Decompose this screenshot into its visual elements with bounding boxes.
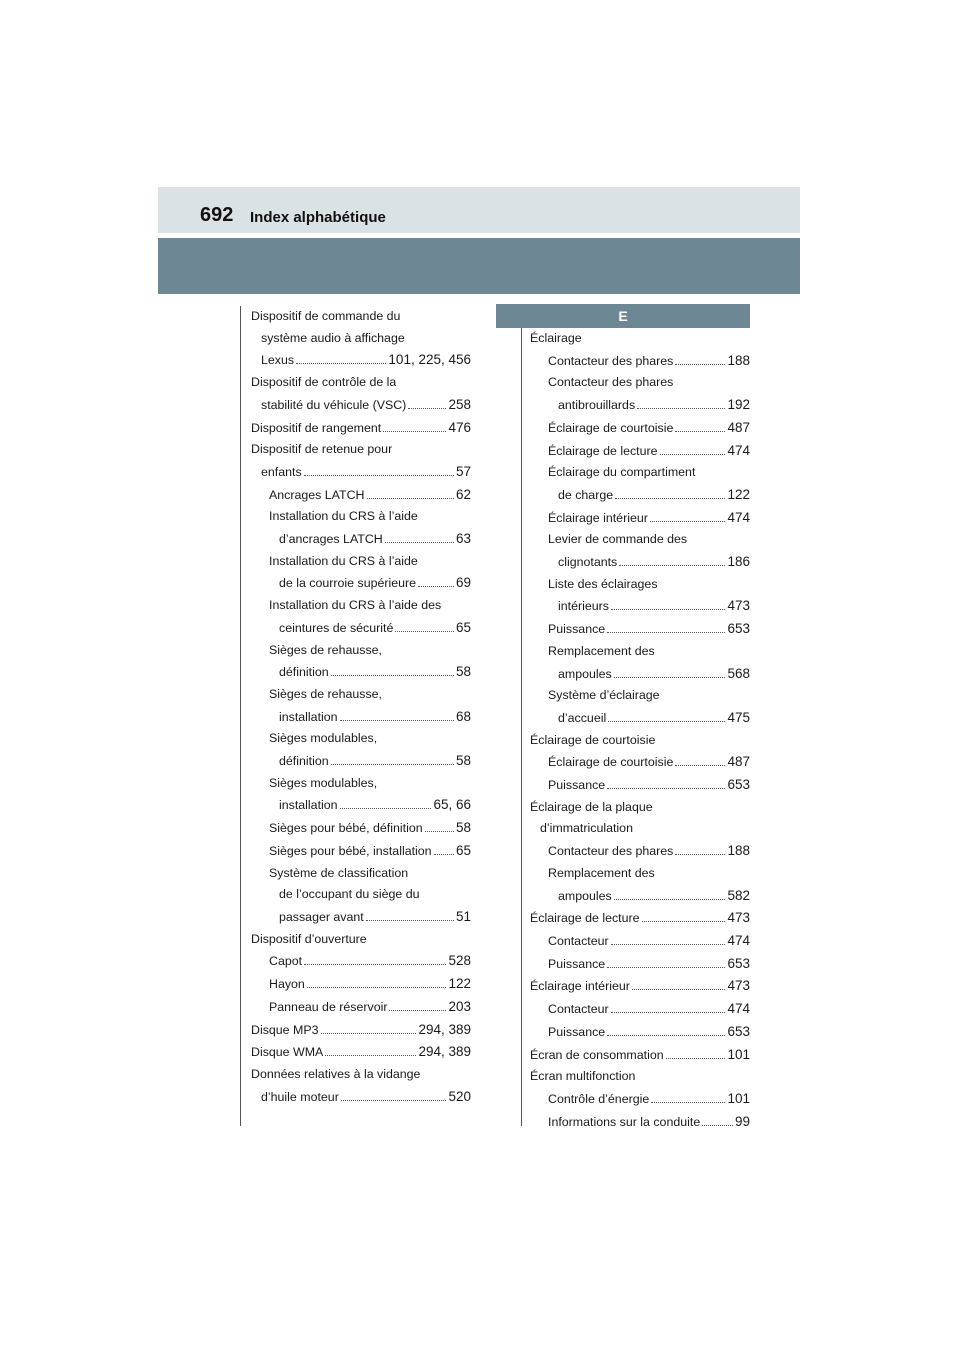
dot-leader	[619, 565, 725, 566]
index-entry-text: Remplacement des	[548, 865, 655, 880]
index-entry	[251, 950, 471, 973]
page-reference: 65	[455, 842, 471, 858]
dot-leader	[675, 364, 725, 365]
index-entry-text: Éclairage de courtoisie	[548, 755, 674, 770]
index-entry	[530, 417, 750, 440]
page-reference: 58	[455, 664, 471, 680]
dot-leader	[341, 1100, 447, 1101]
index-entry	[530, 797, 750, 840]
index-entry-text: Contacteur des phares	[548, 375, 674, 390]
dot-leader	[367, 498, 454, 499]
index-entry-text: intérieurs	[558, 599, 609, 614]
index-entry	[251, 728, 471, 772]
page-reference: 473	[727, 910, 750, 926]
page-reference: 203	[448, 998, 471, 1014]
index-entry-text: Puissance	[548, 956, 606, 971]
index-entry-text: Éclairage de lecture	[548, 443, 658, 458]
dot-leader	[632, 989, 726, 990]
index-entry-text: Sièges modulables,	[269, 775, 378, 790]
dot-leader	[434, 854, 454, 855]
dot-leader	[614, 677, 726, 678]
index-entry-text: Éclairage de courtoisie	[548, 420, 674, 435]
index-entry-text: Hayon	[269, 977, 305, 992]
index-entry	[530, 930, 750, 953]
dot-leader	[666, 1058, 726, 1059]
column-rule-right	[521, 306, 522, 1126]
index-entry	[251, 1041, 471, 1064]
index-entry-text: antibrouillards	[558, 398, 636, 413]
index-entry-text: Écran de consommation	[530, 1047, 664, 1062]
index-entry-text: Informations sur la conduite	[548, 1114, 701, 1129]
page-reference: 476	[448, 419, 471, 435]
page-reference: 653	[727, 777, 750, 793]
index-entry-text: Dispositif de contrôle de la	[251, 375, 397, 390]
page-reference: 568	[727, 665, 750, 681]
index-entry-text: Dispositif de rangement	[251, 420, 382, 435]
dot-leader	[304, 475, 454, 476]
index-entry	[530, 1021, 750, 1044]
index-entry	[251, 417, 471, 440]
dot-leader	[642, 921, 726, 922]
index-entry	[530, 328, 750, 350]
page-reference: 653	[727, 955, 750, 971]
index-entry	[530, 840, 750, 863]
dot-leader	[607, 1035, 725, 1036]
index-entry	[251, 484, 471, 507]
index-entry-text: d’ancrages LATCH	[279, 532, 383, 547]
dot-leader	[607, 788, 725, 789]
page-reference: 57	[455, 463, 471, 479]
page-reference: 99	[734, 1113, 750, 1129]
index-entry-text: ampoules	[558, 666, 612, 681]
index-entry	[251, 640, 471, 684]
index-entry	[530, 953, 750, 976]
index-entry-text: enfants	[261, 464, 302, 479]
index-entry-text: Sièges modulables,	[269, 731, 378, 746]
column-rule-left	[240, 306, 241, 1126]
page-reference: 68	[455, 708, 471, 724]
page-reference: 188	[727, 352, 750, 368]
dot-leader	[383, 431, 446, 432]
index-entry-text: Éclairage intérieur	[530, 979, 630, 994]
index-entry	[251, 306, 471, 372]
index-entry-text: d’immatriculation	[540, 821, 633, 836]
page-reference: 294, 389	[418, 1021, 471, 1037]
index-entry-text: Dispositif de commande du	[251, 309, 401, 323]
index-entry-text: stabilité du véhicule (VSC)	[261, 397, 407, 412]
dot-leader	[611, 1012, 726, 1013]
page-reference: 474	[727, 509, 750, 525]
page-reference: 474	[727, 932, 750, 948]
index-entry	[530, 685, 750, 729]
index-entry	[251, 595, 471, 639]
index-entry	[251, 439, 471, 483]
dot-leader	[702, 1125, 733, 1126]
index-column-left	[251, 306, 471, 1108]
index-entry-text: installation	[279, 709, 338, 724]
index-entry-text: Installation du CRS à l’aide	[269, 553, 418, 568]
header-band	[158, 238, 800, 294]
index-entry-text: Dispositif d’ouverture	[251, 931, 367, 946]
dot-leader	[331, 764, 454, 765]
index-entry	[530, 641, 750, 685]
section-letter-heading: E	[496, 304, 750, 328]
index-entry	[530, 907, 750, 930]
page-reference: 487	[727, 754, 750, 770]
dot-leader	[321, 1033, 417, 1034]
index-entry-text: Éclairage de courtoisie	[530, 732, 656, 747]
dot-leader	[611, 609, 726, 610]
page-reference: 62	[455, 486, 471, 502]
index-entry-text: Levier de commande des	[548, 532, 688, 547]
index-entry-text: Remplacement des	[548, 643, 655, 658]
index-entry	[251, 1019, 471, 1042]
index-entry	[530, 730, 750, 752]
index-entry	[251, 1064, 471, 1108]
index-entry-text: clignotants	[558, 555, 618, 570]
index-entry-text: Contrôle d’énergie	[548, 1091, 650, 1106]
index-entry-text: de charge	[558, 487, 614, 502]
index-entry	[530, 440, 750, 463]
page-reference: 258	[448, 396, 471, 412]
index-entry	[530, 863, 750, 907]
index-entry-text: Système de classification	[269, 865, 409, 880]
index-entry	[251, 863, 471, 929]
page-reference: 192	[727, 397, 750, 413]
index-column-right	[530, 328, 750, 1133]
page-title: Index alphabétique	[250, 209, 386, 226]
page-reference: 473	[727, 978, 750, 994]
index-entry	[530, 751, 750, 774]
index-entry-text: de la courroie supérieure	[279, 576, 417, 591]
dot-leader	[385, 542, 454, 543]
index-entry-text: Éclairage	[530, 331, 582, 345]
index-entry	[530, 1066, 750, 1088]
page-reference: 473	[727, 598, 750, 614]
page-reference: 186	[727, 554, 750, 570]
index-entry-text: Éclairage du compartiment	[548, 465, 696, 480]
dot-leader	[675, 854, 725, 855]
index-entry-text: installation	[279, 798, 338, 813]
page-reference: 122	[448, 976, 471, 992]
index-entry-text: Éclairage de lecture	[530, 911, 640, 926]
index-entry	[530, 529, 750, 573]
dot-leader	[650, 521, 726, 522]
dot-leader	[408, 408, 446, 409]
dot-leader	[340, 720, 454, 721]
index-entry-text: Éclairage intérieur	[548, 510, 648, 525]
dot-leader	[304, 964, 446, 965]
index-entry	[530, 507, 750, 530]
dot-leader	[651, 1102, 725, 1103]
index-entry	[530, 1111, 750, 1134]
index-entry-text: Lexus	[261, 353, 295, 368]
index-entry-text: ceintures de sécurité	[279, 620, 394, 635]
index-entry-text: passager avant	[279, 909, 364, 924]
dot-leader	[660, 454, 726, 455]
index-entry-text: Disque WMA	[251, 1045, 324, 1060]
dot-leader	[340, 808, 432, 809]
index-entry-text: Puissance	[548, 622, 606, 637]
dot-leader	[296, 363, 386, 364]
dot-leader	[395, 631, 454, 632]
dot-leader	[607, 967, 725, 968]
index-entry-text: système audio à affichage	[261, 330, 405, 345]
index-entry-text: Panneau de réservoir	[269, 999, 388, 1014]
index-entry	[251, 996, 471, 1019]
index-entry-text: Écran multifonction	[530, 1069, 636, 1084]
index-entry-text: Installation du CRS à l’aide des	[269, 598, 442, 613]
index-entry	[251, 684, 471, 728]
page-reference: 69	[455, 575, 471, 591]
index-entry	[530, 618, 750, 641]
dot-leader	[325, 1055, 416, 1056]
page-reference: 653	[727, 1023, 750, 1039]
index-entry	[530, 998, 750, 1021]
index-entry-text: Puissance	[548, 778, 606, 793]
index-entry	[530, 372, 750, 416]
index-entry	[251, 551, 471, 595]
dot-leader	[675, 765, 725, 766]
index-entry	[251, 817, 471, 840]
index-entry	[530, 975, 750, 998]
index-entry-text: Dispositif de retenue pour	[251, 442, 393, 457]
index-entry	[251, 773, 471, 817]
dot-leader	[331, 675, 454, 676]
index-entry	[251, 929, 471, 951]
page-reference: 188	[727, 843, 750, 859]
index-entry-text: Contacteur	[548, 933, 609, 948]
index-entry	[530, 774, 750, 797]
page-reference: 475	[727, 709, 750, 725]
index-entry-text: Données relatives à la vidange	[251, 1066, 421, 1081]
index-entry-text: Ancrages LATCH	[269, 487, 365, 502]
dot-leader	[615, 498, 725, 499]
index-entry-text: Éclairage de la plaque	[530, 799, 653, 814]
index-entry	[530, 574, 750, 618]
dot-leader	[614, 899, 726, 900]
index-entry-text: Sièges de rehausse,	[269, 642, 382, 657]
index-entry-text: Sièges pour bébé, installation	[269, 843, 432, 858]
page-reference: 101	[727, 1046, 750, 1062]
page-reference: 520	[448, 1088, 471, 1104]
page-number: 692	[200, 204, 234, 226]
dot-leader	[607, 632, 725, 633]
page-reference: 58	[455, 753, 471, 769]
index-entry	[530, 1044, 750, 1067]
index-entry-text: ampoules	[558, 888, 612, 903]
dot-leader	[608, 721, 725, 722]
index-entry-text: Système d’éclairage	[548, 688, 660, 703]
index-entry-text: de l’occupant du siège du	[279, 887, 420, 902]
dot-leader	[366, 920, 454, 921]
page-reference: 294, 389	[418, 1044, 471, 1060]
page-reference: 51	[455, 908, 471, 924]
index-entry-text: d’huile moteur	[261, 1089, 339, 1104]
dot-leader	[418, 586, 454, 587]
page-reference: 122	[727, 486, 750, 502]
index-entry	[530, 1088, 750, 1111]
index-entry-text: Sièges de rehausse,	[269, 686, 382, 701]
dot-leader	[675, 431, 725, 432]
index-entry-text: Contacteur	[548, 1002, 609, 1017]
index-entry-text: définition	[279, 754, 329, 769]
index-entry-text: Liste des éclairages	[548, 576, 658, 591]
dot-leader	[637, 408, 725, 409]
dot-leader	[307, 987, 447, 988]
dot-leader	[611, 944, 726, 945]
page-reference: 582	[727, 887, 750, 903]
index-entry-text: Puissance	[548, 1024, 606, 1039]
index-entry-text: Contacteur des phares	[548, 844, 674, 859]
index-entry-text: Sièges pour bébé, définition	[269, 821, 423, 836]
page-reference: 474	[727, 442, 750, 458]
index-entry	[251, 506, 471, 550]
index-entry	[251, 840, 471, 863]
page-reference: 65, 66	[433, 797, 471, 813]
page-reference: 101	[727, 1090, 750, 1106]
index-entry	[251, 973, 471, 996]
dot-leader	[425, 831, 454, 832]
index-entry	[530, 350, 750, 373]
index-entry-text: définition	[279, 665, 329, 680]
index-entry-text: Capot	[269, 954, 303, 969]
page-reference: 653	[727, 621, 750, 637]
page-reference: 528	[448, 953, 471, 969]
page-reference: 58	[455, 820, 471, 836]
index-entry	[530, 462, 750, 506]
index-entry	[251, 372, 471, 416]
page-reference: 65	[455, 619, 471, 635]
page-reference: 474	[727, 1001, 750, 1017]
dot-leader	[389, 1010, 446, 1011]
page-reference: 487	[727, 419, 750, 435]
page-reference: 63	[455, 531, 471, 547]
index-entry-text: Disque MP3	[251, 1022, 319, 1037]
index-entry-text: Contacteur des phares	[548, 353, 674, 368]
index-entry-text: d’accueil	[558, 710, 607, 725]
page-reference: 101, 225, 456	[388, 352, 471, 368]
index-entry-text: Installation du CRS à l’aide	[269, 509, 418, 524]
